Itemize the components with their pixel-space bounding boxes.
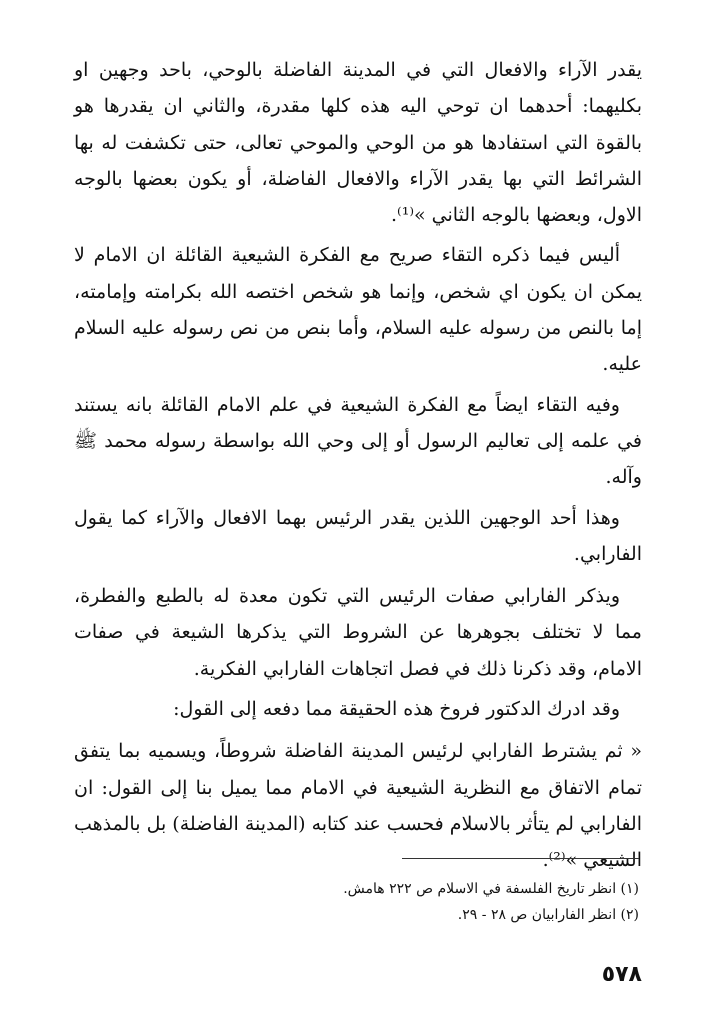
page-number: ٥٧٨ — [601, 962, 642, 987]
main-text — [74, 52, 642, 879]
paragraph: وهذا أحد الوجهين اللذين يقدر الرئيس بهما الافعال والآراء كما يقول الفارابي. — [74, 506, 642, 565]
footnotes — [74, 876, 639, 928]
paragraph: وفيه التقاء ايضاً مع الفكرة الشيعية في علم الامام القائلة بانه يستند في علمه إلى تعاليم الرسول أو إلى وحي الله بواسطة رسوله محمد ﷺ وآله. — [74, 393, 642, 489]
footnote: (١) انظر تاريخ الفلسفة في الاسلام ص ٢٢٢ هامش. — [343, 881, 639, 897]
paragraph: ويذكر الفارابي صفات الرئيس التي تكون معدة له بالطبع والفطرة، مما لا تختلف بجوهرها عن الشروط التي يذكرها الشيعة في صفات الامام، وقد ذكرنا ذلك في فصل اتجاهات الفارابي الفكرية. — [74, 585, 642, 680]
quote-paragraph: « ثم يشترط الفارابي لرئيس المدينة الفاضلة شروطاً، ويسميه بما يتفق تمام الاتفاق مع النظرية الشيعية في الامام مما يميل بنا إلى القول: ان الفارابي لم يتأثر بالاسلام فحسب عند كتابه (المدينة الفاضلة) بل بالمذهب الشيعي »⁽²⁾. — [74, 740, 642, 872]
footnote-divider — [402, 858, 639, 859]
paragraph: وقد ادرك الدكتور فروخ هذه الحقيقة مما دفعه إلى القول: — [173, 698, 620, 721]
footnote: (٢) انظر الفارابيان ص ٢٨ - ٢٩. — [457, 907, 639, 923]
paragraph: يقدر الآراء والافعال التي في المدينة الفاضلة بالوحي، باحد وجهين او بكليهما: أحدهما ان توحي اليه هذه كلها مقدرة، والثاني ان يقدرها هو بالقوة التي استفادها هو من الوحي والموحي تعالى، حتى تكشفت له بها الشرائط التي بها يقدر الآراء والافعال الفاضلة، أو يكون بعضها بالوجه الاول، وبعضها بالوجه الثاني »⁽¹⁾. — [74, 59, 642, 227]
paragraph: أليس فيما ذكره التقاء صريح مع الفكرة الشيعية القائلة ان الامام لا يمكن ان يكون اي شخص، وإنما هو شخص اختصه الله بكرامته وإمامته، إما بالنص من رسوله عليه السلام، وأما بنص من نص رسوله عليه السلام عليه. — [74, 244, 642, 376]
